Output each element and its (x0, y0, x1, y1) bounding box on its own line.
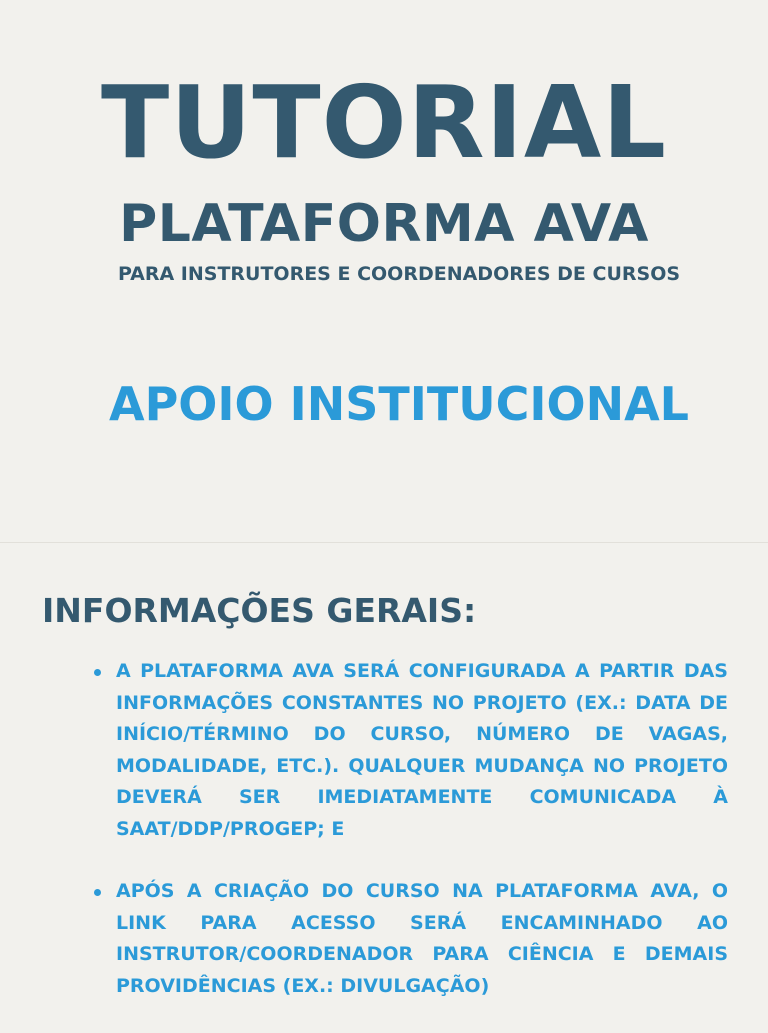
audience-line: PARA INSTRUTORES E COORDENADORES DE CURSOS (117, 263, 681, 285)
general-info-section (0, 543, 768, 1024)
bullet-icon (94, 669, 101, 676)
page-title: TUTORIAL (101, 64, 667, 181)
list-item (116, 876, 728, 1002)
section-heading: INFORMAÇÕES GERAIS: (42, 591, 477, 630)
list-item-text: APÓS A CRIAÇÃO DO CURSO NA PLATAFORMA AVA, O LINK PARA ACESSO SERÁ ENCAMINHADO AO INSTRUTOR/COORDENADOR PARA CIÊNCIA E DEMAIS PROVIDÊNCIAS (EX.: DIVULGAÇÃO) (116, 880, 728, 997)
list-item-text: A PLATAFORMA AVA SERÁ CONFIGURADA A PARTIR DAS INFORMAÇÕES CONSTANTES NO PROJETO (EX.: DATA DE INÍCIO/TÉRMINO DO CURSO, NÚMERO DE VAGAS, MODALIDADE, ETC.). QUALQUER MUDANÇA NO PROJETO DEVERÁ SER IMEDIATAMENTE COMUNICADA À SAAT/DDP/PROGEP; E (116, 660, 728, 840)
page-subtitle: PLATAFORMA AVA (119, 194, 649, 254)
info-bullet-list (0, 656, 768, 1033)
bullet-icon (94, 889, 101, 896)
list-item (116, 656, 728, 845)
support-heading: APOIO INSTITUCIONAL (108, 377, 689, 431)
